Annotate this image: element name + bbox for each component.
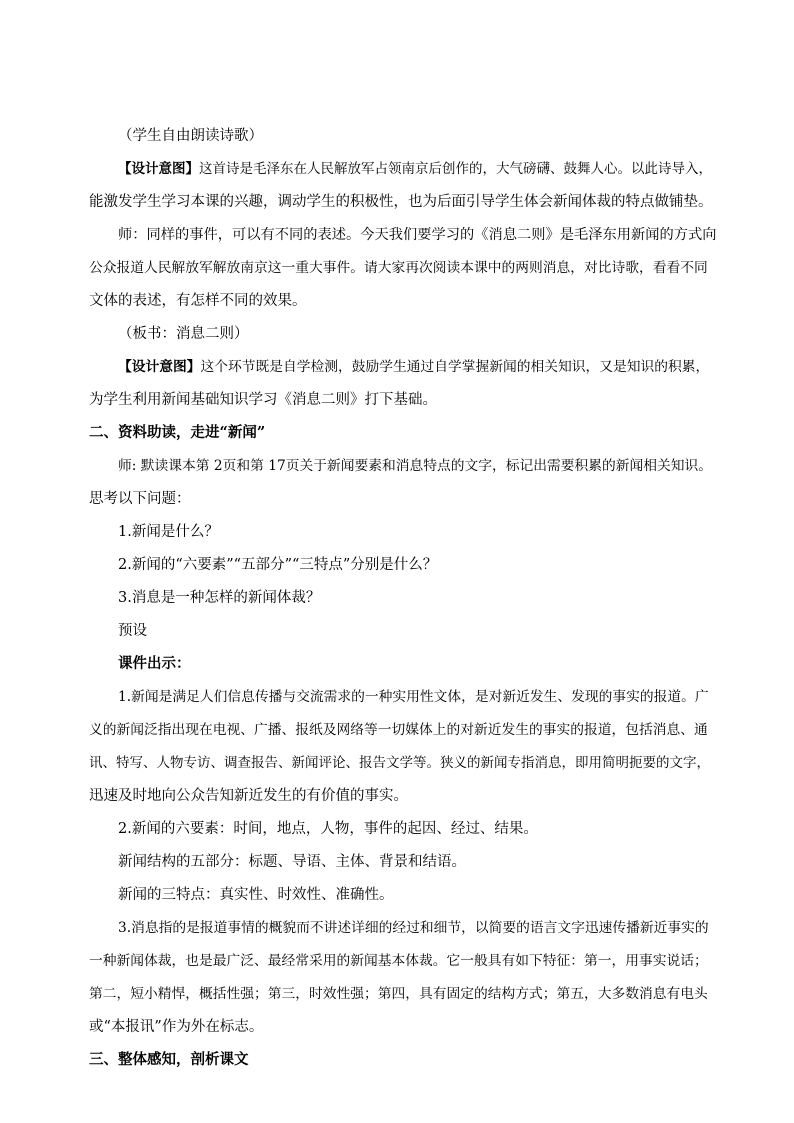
paragraph-line: 或“本报讯”作为外在标志。 — [89, 1019, 264, 1035]
paragraph-line: 第二，短小精悍，概括性强；第三，时效性强；第四，具有固定的结构方式；第五，大多数消息有电头 — [89, 986, 708, 1002]
paragraph-teacher-task: 师: 默读课本第 2页和第 17页关于新闻要素和消息特点的文字，标记出需要积累的新闻相关知识。 — [118, 458, 712, 474]
paragraph-blackboard: （板书：消息二则） — [118, 326, 249, 342]
question-item: 1.新闻是什么？ — [118, 524, 219, 540]
paragraph-line: 迅速及时地向公众告知新近发生的有价值的事实。 — [89, 788, 408, 804]
answer-paragraph: 2.新闻的六要素：时间，地点，人物，事件的起因、经过、结果。 — [118, 821, 538, 837]
answer-paragraph: 新闻结构的五部分：标题、导语、主体、背景和结语。 — [118, 854, 466, 870]
paragraph-line: 公众报道人民解放军解放南京这一重大事件。请大家再次阅读本课中的两则消息，对比诗歌，看看不同 — [89, 260, 708, 276]
design-intent-label: 【设计意图】 — [118, 359, 201, 375]
section-heading-2: 二、资料助读，走进“新闻” — [89, 424, 266, 441]
paragraph-line: 一种新闻体裁，也是最广泛、最经常采用的新闻基本体裁。它一般具有如下特征：第一，用事实说话； — [89, 953, 708, 969]
paragraph-design-intent-1 — [118, 159, 712, 179]
paragraph-line: 义的新闻泛指出现在电视、广播、报纸及网络等一切媒体上的对新近发生的事实的报道，包括消息、通 — [89, 722, 708, 738]
question-item: 3.消息是一种怎样的新闻体裁？ — [118, 590, 321, 606]
paragraph-line: 文体的表述，有怎样不同的效果。 — [89, 293, 307, 309]
answer-paragraph: 3.消息指的是报道事情的概貌而不讲述详细的经过和细节，以简要的语言文字迅速传播新近事实的 — [118, 920, 709, 936]
design-intent-label: 【设计意图】 — [118, 161, 199, 177]
design-intent-text: 这首诗是毛泽东在人民解放军占领南京后创作的，大气磅礴、鼓舞人心。以此诗导入， — [199, 161, 712, 177]
paragraph-line: 能激发学生学习本课的兴趣，调动学生的积极性，也为后面引导学生体会新闻体裁的特点做铺垫。 — [89, 194, 713, 210]
paragraph-teacher-intro: 师：同样的事件，可以有不同的表述。今天我们要学习的《消息二则》是毛泽东用新闻的方式向 — [118, 227, 717, 243]
answer-paragraph: 1.新闻是满足人们信息传播与交流需求的一种实用性文体，是对新近发生、发现的事实的报道。广 — [118, 689, 709, 705]
courseware-label: 课件出示： — [118, 655, 191, 672]
paragraph-design-intent-2 — [118, 357, 709, 377]
paragraph-line: 思考以下问题： — [89, 491, 191, 507]
question-item: 2.新闻的“六要素”“五部分”“三特点”分别是什么？ — [118, 557, 438, 573]
design-intent-text: 这个环节既是自学检测，鼓励学生通过自学掌握新闻的相关知识，又是知识的积累， — [200, 359, 710, 375]
paragraph-line: 为学生利用新闻基础知识学习《消息二则》打下基础。 — [89, 392, 437, 408]
preset-label: 预设 — [118, 623, 147, 639]
paragraph-line: 讯、特写、人物专访、调查报告、新闻评论、报告文学等。狭义的新闻专指消息，即用简明扼要的文字， — [89, 755, 710, 771]
section-heading-3: 三、整体感知，剖析课文 — [89, 1051, 249, 1068]
answer-paragraph: 新闻的三特点：真实性、时效性、准确性。 — [118, 887, 394, 903]
paragraph-student-reading: （学生自由朗读诗歌） — [118, 128, 263, 144]
